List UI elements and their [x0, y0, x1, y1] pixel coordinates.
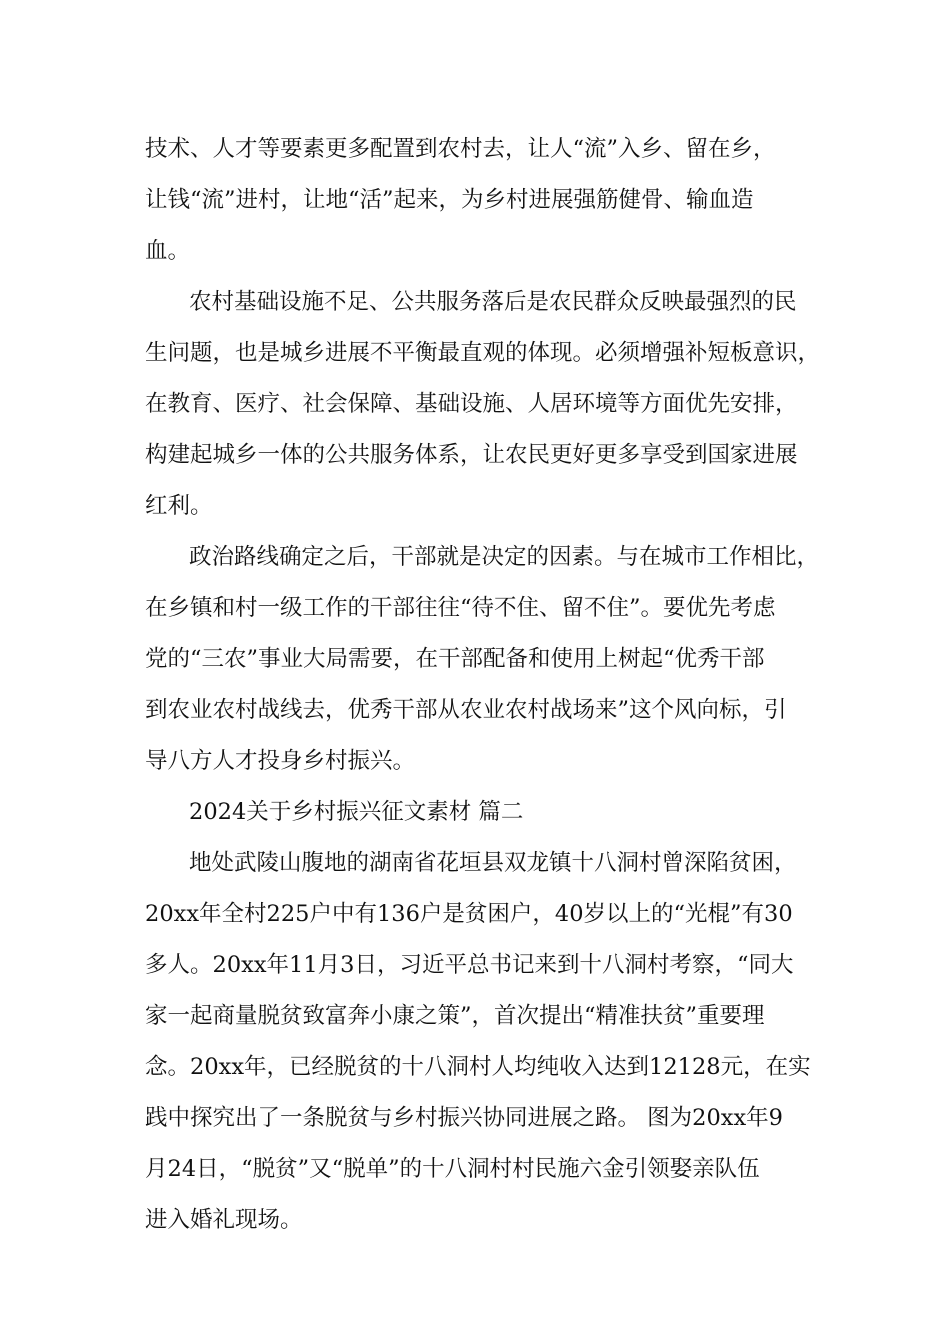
text-line: 技术、人才等要素更多配置到农村去，让人“流”入乡、留在乡， [145, 136, 776, 162]
text-line: 到农业农村战线去，优秀干部从农业农村战场来”这个风向标，引 [145, 697, 787, 723]
text-line: 构建起城乡一体的公共服务体系，让农民更好更多享受到国家进展 [145, 442, 798, 468]
paragraph-first-line: 地处武陵山腹地的湖南省花垣县双龙镇十八洞村曾深陷贫困， [189, 850, 797, 876]
text-line: 在乡镇和村一级工作的干部往往“待不住、留不住”。要优先考虑 [145, 595, 776, 621]
text-line: 党的“三农”事业大局需要，在干部配备和使用上树起“优秀干部 [145, 646, 765, 672]
text-line: 多人。20xx年11月3日，习近平总书记来到十八洞村考察，“同大 [145, 952, 794, 978]
text-line: 家一起商量脱贫致富奔小康之策”，首次提出“精准扶贫”重要理 [145, 1003, 765, 1029]
text-line: 生问题，也是城乡进展不平衡最直观的体现。必须增强补短板意识， [145, 340, 821, 366]
text-line: 血。 [145, 238, 191, 264]
text-line: 践中探究出了一条脱贫与乡村振兴协同进展之路。 图为20xx年9 [145, 1105, 783, 1131]
text-line: 念。20xx年，已经脱贫的十八洞村人均纯收入达到12128元，在实 [145, 1054, 811, 1080]
text-line: 导八方人才投身乡村振兴。 [145, 748, 416, 774]
text-line: 进入婚礼现场。 [145, 1207, 303, 1233]
text-line: 让钱“流”进村，让地“活”起来，为乡村进展强筋健骨、输血造 [145, 187, 754, 213]
section-heading: 2024关于乡村振兴征文素材 篇二 [189, 799, 524, 825]
text-line: 在教育、医疗、社会保障、基础设施、人居环境等方面优先安排， [145, 391, 798, 417]
text-line: 月24日，“脱贫”又“脱单”的十八洞村村民施六金引领娶亲队伍 [145, 1156, 760, 1182]
paragraph-first-line: 政治路线确定之后，干部就是决定的因素。与在城市工作相比， [189, 544, 820, 570]
text-line: 20xx年全村225户中有136户是贫困户，40岁以上的“光棍”有30 [145, 901, 793, 927]
text-line: 红利。 [145, 493, 213, 519]
paragraph-first-line: 农村基础设施不足、公共服务落后是农民群众反映最强烈的民 [189, 289, 797, 315]
